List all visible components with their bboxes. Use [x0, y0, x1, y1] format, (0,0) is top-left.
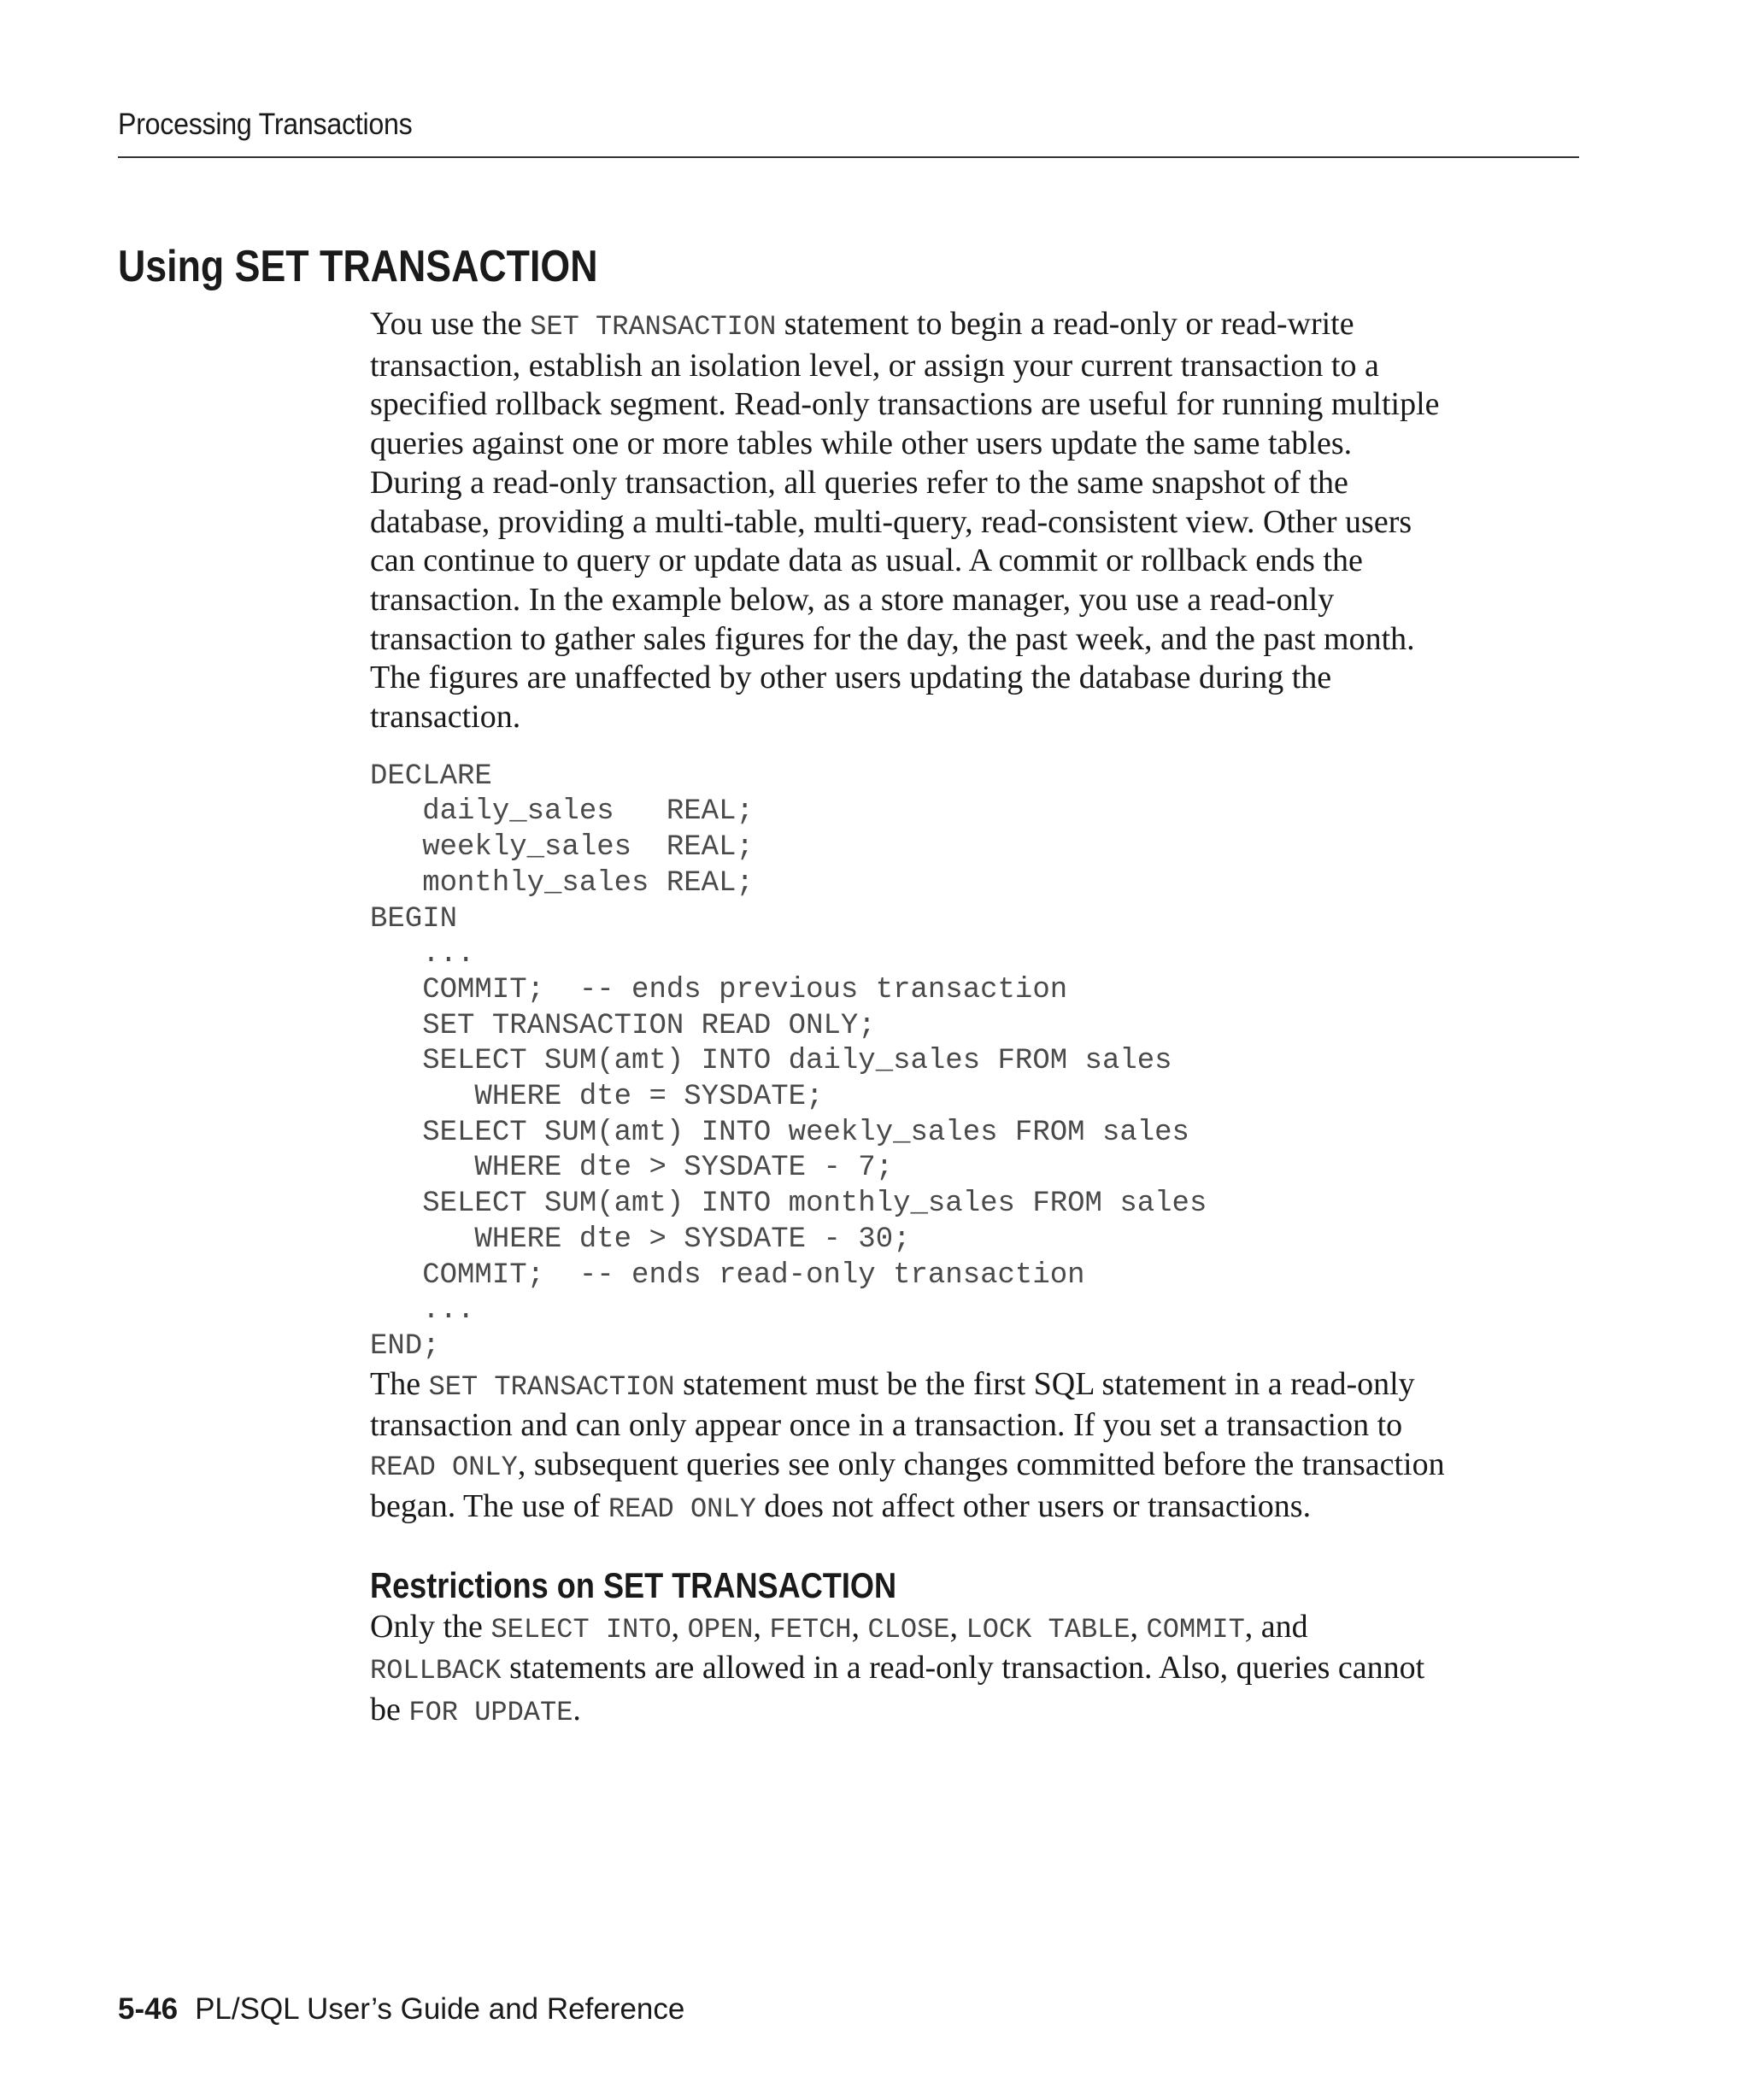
- page-number: 5-46: [118, 1992, 179, 2026]
- text-run: does not affect other users or transactions.: [755, 1487, 1312, 1524]
- text-line: The figures are unaffected by other users updating the database during the: [370, 660, 1332, 696]
- inline-code: COMMIT: [1146, 1613, 1245, 1645]
- running-header: Processing Transactions: [118, 108, 413, 141]
- text-run: ,: [1130, 1608, 1147, 1645]
- inline-code: SET TRANSACTION: [530, 311, 777, 343]
- text-run: , subsequent queries see only changes committed before the transaction: [517, 1446, 1445, 1483]
- text-run: .: [573, 1691, 581, 1728]
- text-line: can continue to query or update data as usual. A commit or rollback ends the: [370, 543, 1363, 579]
- inline-code: CLOSE: [867, 1613, 950, 1645]
- restrictions-paragraph: [370, 1608, 1583, 1733]
- inline-code: FOR UPDATE: [408, 1696, 573, 1728]
- text-run: , and: [1244, 1608, 1308, 1645]
- text-line: transaction, establish an isolation level, or assign your current transaction to a: [370, 347, 1379, 384]
- header-divider: [118, 156, 1579, 158]
- text-line: [370, 1608, 1583, 1650]
- inline-code: READ ONLY: [608, 1493, 756, 1525]
- text-run: ,: [753, 1608, 770, 1645]
- text-line: transaction to gather sales figures for the day, the past week, and the past month.: [370, 620, 1415, 657]
- text-run: statements are allowed in a read-only transaction. Also, queries cannot: [501, 1650, 1425, 1686]
- text-line: specified rollback segment. Read-only transactions are useful for running multiple: [370, 386, 1440, 423]
- text-run: The: [370, 1365, 429, 1402]
- text-run: Only the: [370, 1608, 491, 1645]
- text-line: transaction.: [370, 699, 521, 736]
- book-title: PL/SQL User’s Guide and Reference: [195, 1992, 685, 2026]
- text-run: be: [370, 1691, 409, 1728]
- text-line: [370, 305, 1583, 347]
- inline-code: READ ONLY: [370, 1452, 518, 1484]
- set-transaction-paragraph: [370, 1365, 1583, 1529]
- text-line: [370, 1446, 1583, 1487]
- text-run: ,: [671, 1608, 688, 1645]
- text-line: [370, 1691, 1583, 1733]
- text-line: [370, 1365, 1583, 1407]
- section-title: Using SET TRANSACTION: [118, 242, 598, 291]
- text-line: queries against one or more tables while other users update the same tables.: [370, 425, 1353, 462]
- inline-code: SET TRANSACTION: [428, 1370, 675, 1403]
- text-run: ,: [851, 1608, 868, 1645]
- text-line: [370, 1487, 1583, 1529]
- text-line: database, providing a multi-table, multi-query, read-consistent view. Other users: [370, 503, 1412, 540]
- read-only-paragraph: [370, 464, 1583, 737]
- text-run: statement to begin a read-only or read-write: [776, 306, 1354, 342]
- code-example: DECLARE daily_sales REAL; weekly_sales REAL; monthly_sales REAL; BEGIN ... COMMIT; -- ends previous transaction SET TRANSACTION READ ONLY; SELECT SUM(amt) INTO daily_sales FROM sales WHERE dte = SYSDATE; SELECT SUM(amt) INTO weekly_sales FROM sales WHERE dte > SYSDATE - 7; SELECT SUM(amt) INTO monthly_sales FROM sales WHERE dte > SYSDATE - 30; COMMIT; -- ends read-only transaction ... END;: [370, 760, 1207, 1363]
- inline-code: SELECT INTO: [490, 1613, 672, 1645]
- text-line: transaction. In the example below, as a store manager, you use a read-only: [370, 581, 1335, 618]
- text-line: transaction and can only appear once in a transaction. If you set a transaction to: [370, 1407, 1403, 1444]
- page-footer: [118, 1992, 684, 2027]
- subsection-title: Restrictions on SET TRANSACTION: [370, 1564, 897, 1605]
- inline-code: ROLLBACK: [370, 1655, 502, 1687]
- inline-code: LOCK TABLE: [966, 1613, 1130, 1645]
- text-line: [370, 1649, 1583, 1691]
- inline-code: FETCH: [769, 1613, 852, 1645]
- text-run: ,: [949, 1608, 966, 1645]
- text-line: During a read-only transaction, all queries refer to the same snapshot of the: [370, 464, 1348, 501]
- text-run: began. The use of: [370, 1487, 608, 1524]
- section-body: [370, 305, 1583, 1733]
- text-run: statement must be the first SQL statement in a read-only: [674, 1365, 1415, 1402]
- inline-code: OPEN: [687, 1613, 754, 1645]
- text-run: You use the: [370, 306, 531, 342]
- intro-paragraph: [370, 305, 1583, 464]
